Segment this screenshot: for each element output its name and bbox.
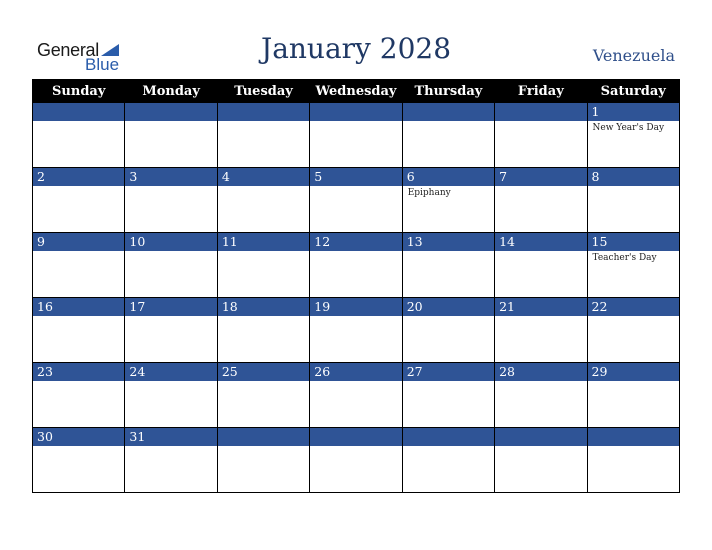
day-cell bbox=[402, 428, 494, 493]
holiday-label bbox=[33, 446, 124, 448]
day-number: 21 bbox=[495, 298, 586, 316]
day-number: 19 bbox=[310, 298, 401, 316]
week-row bbox=[33, 363, 680, 428]
day-cell bbox=[310, 233, 402, 298]
weekday-header: Tuesday bbox=[217, 80, 309, 103]
day-cell bbox=[33, 168, 125, 233]
day-cell bbox=[217, 298, 309, 363]
calendar-title: January 2028 bbox=[260, 32, 452, 65]
day-cell bbox=[33, 363, 125, 428]
day-number: 8 bbox=[588, 168, 679, 186]
day-number: 22 bbox=[588, 298, 679, 316]
day-number: 11 bbox=[218, 233, 309, 251]
day-number bbox=[310, 103, 401, 121]
holiday-label bbox=[218, 446, 309, 448]
weekday-header: Monday bbox=[125, 80, 217, 103]
day-number bbox=[495, 103, 586, 121]
holiday-label bbox=[125, 121, 216, 123]
day-cell bbox=[495, 428, 587, 493]
day-cell bbox=[587, 168, 679, 233]
holiday-label bbox=[218, 381, 309, 383]
holiday-label bbox=[125, 381, 216, 383]
day-number: 23 bbox=[33, 363, 124, 381]
holiday-label bbox=[33, 251, 124, 253]
holiday-label bbox=[495, 446, 586, 448]
day-number: 6 bbox=[403, 168, 494, 186]
day-number: 3 bbox=[125, 168, 216, 186]
logo-blue-text: Blue bbox=[85, 55, 120, 74]
day-cell bbox=[33, 428, 125, 493]
day-number: 12 bbox=[310, 233, 401, 251]
holiday-label bbox=[495, 121, 586, 123]
holiday-label bbox=[310, 446, 401, 448]
day-cell bbox=[402, 298, 494, 363]
day-number: 25 bbox=[218, 363, 309, 381]
day-cell bbox=[587, 298, 679, 363]
holiday-label bbox=[125, 316, 216, 318]
day-number bbox=[218, 428, 309, 446]
holiday-label bbox=[310, 186, 401, 188]
holiday-label bbox=[33, 316, 124, 318]
day-number bbox=[588, 428, 679, 446]
holiday-label bbox=[218, 316, 309, 318]
day-cell bbox=[310, 428, 402, 493]
holiday-label bbox=[495, 381, 586, 383]
holiday-label bbox=[403, 381, 494, 383]
weekday-header: Sunday bbox=[33, 80, 125, 103]
day-number: 15 bbox=[588, 233, 679, 251]
holiday-label bbox=[588, 316, 679, 318]
holiday-label bbox=[218, 186, 309, 188]
holiday-label bbox=[403, 251, 494, 253]
day-cell bbox=[217, 103, 309, 168]
day-cell bbox=[125, 103, 217, 168]
holiday-label bbox=[218, 251, 309, 253]
day-number bbox=[403, 428, 494, 446]
holiday-label bbox=[125, 186, 216, 188]
day-number: 18 bbox=[218, 298, 309, 316]
week-row bbox=[33, 428, 680, 493]
day-number: 29 bbox=[588, 363, 679, 381]
day-cell bbox=[125, 298, 217, 363]
day-cell bbox=[217, 428, 309, 493]
day-number: 31 bbox=[125, 428, 216, 446]
day-cell bbox=[125, 233, 217, 298]
weekday-header: Wednesday bbox=[310, 80, 402, 103]
day-cell bbox=[125, 168, 217, 233]
day-number: 27 bbox=[403, 363, 494, 381]
day-cell bbox=[125, 363, 217, 428]
weekday-header-row bbox=[33, 80, 680, 103]
day-number: 28 bbox=[495, 363, 586, 381]
day-number: 9 bbox=[33, 233, 124, 251]
day-cell bbox=[495, 233, 587, 298]
holiday-label bbox=[33, 186, 124, 188]
day-cell bbox=[495, 168, 587, 233]
holiday-label bbox=[33, 381, 124, 383]
holiday-label bbox=[310, 316, 401, 318]
country-label: Venezuela bbox=[592, 46, 675, 65]
day-cell bbox=[33, 233, 125, 298]
holiday-label: Epiphany bbox=[407, 188, 451, 198]
day-cell bbox=[217, 168, 309, 233]
holiday-label bbox=[33, 121, 124, 123]
day-cell bbox=[495, 103, 587, 168]
holiday-label bbox=[310, 121, 401, 123]
day-cell bbox=[125, 428, 217, 493]
weekday-header: Saturday bbox=[587, 80, 679, 103]
day-cell bbox=[33, 103, 125, 168]
day-number: 2 bbox=[33, 168, 124, 186]
day-number: 26 bbox=[310, 363, 401, 381]
holiday-label bbox=[588, 446, 679, 448]
calendar-grid bbox=[32, 79, 680, 493]
day-number: 1 bbox=[588, 103, 679, 121]
day-number: 5 bbox=[310, 168, 401, 186]
day-cell bbox=[587, 363, 679, 428]
week-row bbox=[33, 103, 680, 168]
holiday-label: Teacher's Day bbox=[592, 253, 657, 263]
day-cell bbox=[33, 298, 125, 363]
holiday-label bbox=[310, 381, 401, 383]
holiday-label bbox=[495, 251, 586, 253]
day-number: 16 bbox=[33, 298, 124, 316]
day-cell bbox=[495, 363, 587, 428]
day-number: 24 bbox=[125, 363, 216, 381]
holiday-label bbox=[495, 316, 586, 318]
holiday-label bbox=[403, 316, 494, 318]
day-number: 30 bbox=[33, 428, 124, 446]
day-number bbox=[125, 103, 216, 121]
day-cell bbox=[217, 233, 309, 298]
holiday-label bbox=[495, 186, 586, 188]
day-cell bbox=[495, 298, 587, 363]
week-row bbox=[33, 298, 680, 363]
day-cell bbox=[402, 168, 494, 233]
day-number: 10 bbox=[125, 233, 216, 251]
day-cell bbox=[310, 363, 402, 428]
day-number: 13 bbox=[403, 233, 494, 251]
day-cell bbox=[310, 103, 402, 168]
day-number bbox=[218, 103, 309, 121]
day-cell bbox=[587, 103, 679, 168]
day-cell bbox=[217, 363, 309, 428]
holiday-label bbox=[218, 121, 309, 123]
holiday-label bbox=[588, 186, 679, 188]
week-row bbox=[33, 233, 680, 298]
day-number: 4 bbox=[218, 168, 309, 186]
weekday-header: Thursday bbox=[402, 80, 494, 103]
day-cell bbox=[310, 298, 402, 363]
holiday-label bbox=[310, 251, 401, 253]
day-number bbox=[403, 103, 494, 121]
day-cell bbox=[402, 233, 494, 298]
holiday-label bbox=[403, 121, 494, 123]
weekday-header: Friday bbox=[495, 80, 587, 103]
day-cell bbox=[587, 233, 679, 298]
holiday-label: New Year's Day bbox=[592, 123, 665, 133]
day-number bbox=[495, 428, 586, 446]
holiday-label bbox=[403, 446, 494, 448]
day-number: 17 bbox=[125, 298, 216, 316]
holiday-label bbox=[125, 446, 216, 448]
holiday-label bbox=[125, 251, 216, 253]
day-number bbox=[33, 103, 124, 121]
day-cell bbox=[310, 168, 402, 233]
day-number: 20 bbox=[403, 298, 494, 316]
holiday-label bbox=[588, 381, 679, 383]
day-cell bbox=[587, 428, 679, 493]
day-number: 7 bbox=[495, 168, 586, 186]
day-cell bbox=[402, 103, 494, 168]
day-cell bbox=[402, 363, 494, 428]
day-number bbox=[310, 428, 401, 446]
day-number: 14 bbox=[495, 233, 586, 251]
logo-general-text: General bbox=[37, 40, 99, 60]
week-row bbox=[33, 168, 680, 233]
